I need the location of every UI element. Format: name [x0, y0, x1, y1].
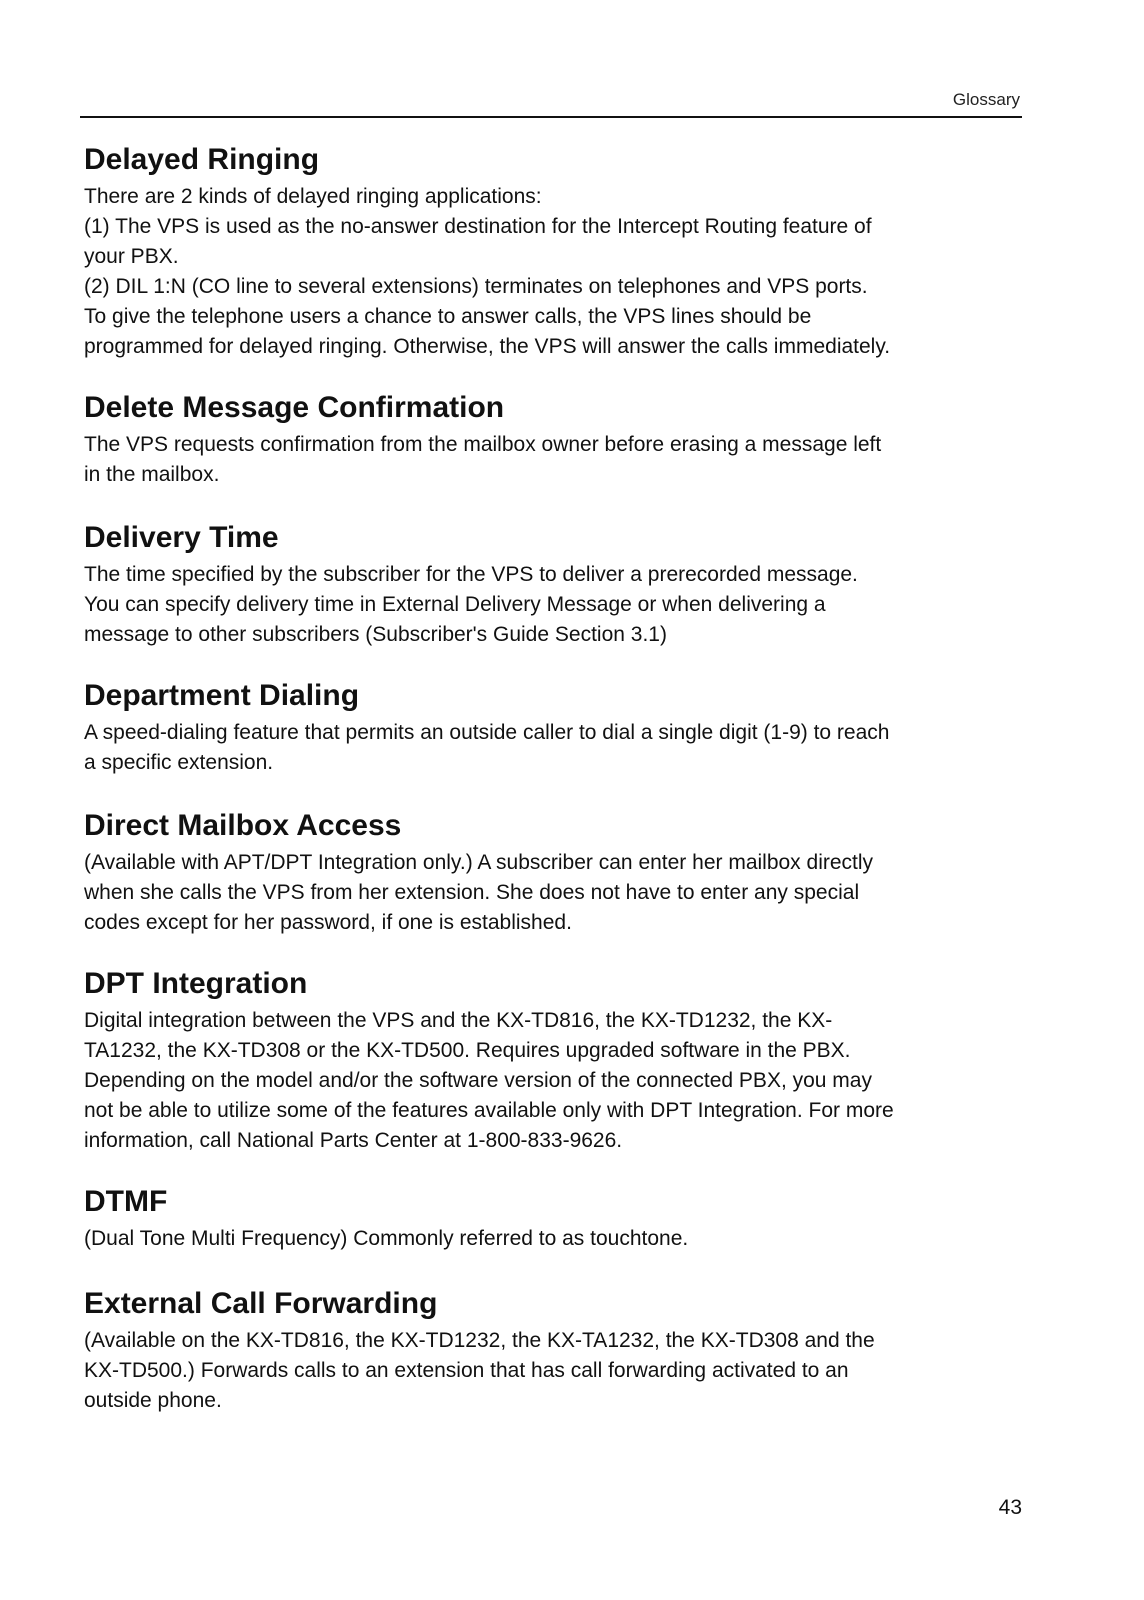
entry-definition	[84, 1326, 1024, 1416]
definition-line: message to other subscribers (Subscriber's Guide Section 3.1)	[84, 623, 667, 646]
definition-line: a specific extension.	[84, 751, 274, 774]
definition-line: (1) The VPS is used as the no-answer destination for the Intercept Routing feature of	[84, 215, 872, 238]
entry-definition	[84, 560, 1024, 650]
entry-term: DTMF	[84, 1185, 168, 1218]
glossary-entry-external-call-forwarding	[84, 1286, 1024, 1416]
entry-term: DPT Integration	[84, 967, 308, 1000]
definition-line: You can specify delivery time in External Delivery Message or when delivering a	[84, 593, 826, 616]
definition-line: information, call National Parts Center at 1-800-833-9626.	[84, 1129, 623, 1152]
definition-line: (2) DIL 1:N (CO line to several extensions) terminates on telephones and VPS ports.	[84, 275, 868, 298]
entry-definition	[84, 1006, 1024, 1156]
definition-line: KX-TD500.) Forwards calls to an extension that has call forwarding activated to an	[84, 1359, 849, 1382]
page-number: 43	[998, 1496, 1022, 1519]
definition-line: when she calls the VPS from her extension. She does not have to enter any special	[84, 881, 860, 904]
definition-line: Depending on the model and/or the software version of the connected PBX, you may	[84, 1069, 872, 1092]
definition-line: A speed-dialing feature that permits an outside caller to dial a single digit (1-9) to reach	[84, 721, 890, 744]
definition-line: The time specified by the subscriber for the VPS to deliver a prerecorded message.	[84, 563, 858, 586]
entry-definition	[84, 430, 1024, 490]
definition-line: outside phone.	[84, 1389, 222, 1412]
glossary-entry-dpt-integration	[84, 966, 1024, 1156]
glossary-entry-delayed-ringing	[84, 142, 1024, 362]
definition-line: codes except for her password, if one is established.	[84, 911, 572, 934]
entry-term: Department Dialing	[84, 679, 360, 712]
glossary-entry-delete-message-confirmation	[84, 390, 1024, 490]
section-header: Glossary	[952, 90, 1020, 109]
definition-line: (Available with APT/DPT Integration only.) A subscriber can enter her mailbox directly	[84, 851, 874, 874]
definition-line: (Dual Tone Multi Frequency) Commonly referred to as touchtone.	[84, 1227, 689, 1250]
definition-line: There are 2 kinds of delayed ringing applications:	[84, 185, 542, 208]
glossary-entry-direct-mailbox-access	[84, 808, 1024, 938]
glossary-entry-dtmf	[84, 1184, 1024, 1254]
definition-line: The VPS requests confirmation from the mailbox owner before erasing a message left	[84, 433, 882, 456]
entry-definition	[84, 1224, 1024, 1254]
definition-line: TA1232, the KX-TD308 or the KX-TD500. Requires upgraded software in the PBX.	[84, 1039, 851, 1062]
definition-line: your PBX.	[84, 245, 179, 268]
definition-line: programmed for delayed ringing. Otherwise, the VPS will answer the calls immediately.	[84, 335, 891, 358]
entry-definition	[84, 718, 1024, 778]
definition-line: (Available on the KX-TD816, the KX-TD1232, the KX-TA1232, the KX-TD308 and the	[84, 1329, 875, 1352]
glossary-entry-delivery-time	[84, 520, 1024, 650]
entry-definition	[84, 182, 1024, 362]
definition-line: To give the telephone users a chance to answer calls, the VPS lines should be	[84, 305, 812, 328]
definition-line: not be able to utilize some of the features available only with DPT Integration. For more	[84, 1099, 894, 1122]
definition-line: Digital integration between the VPS and the KX-TD816, the KX-TD1232, the KX-	[84, 1009, 833, 1032]
entry-term: Delayed Ringing	[84, 143, 320, 176]
entry-term: Delivery Time	[84, 521, 279, 554]
entry-term: Direct Mailbox Access	[84, 809, 402, 842]
entry-term: Delete Message Confirmation	[84, 391, 505, 424]
header-divider	[80, 116, 1022, 118]
entry-definition	[84, 848, 1024, 938]
definition-line: in the mailbox.	[84, 463, 220, 486]
entry-term: External Call Forwarding	[84, 1287, 438, 1320]
glossary-entry-department-dialing	[84, 678, 1024, 778]
